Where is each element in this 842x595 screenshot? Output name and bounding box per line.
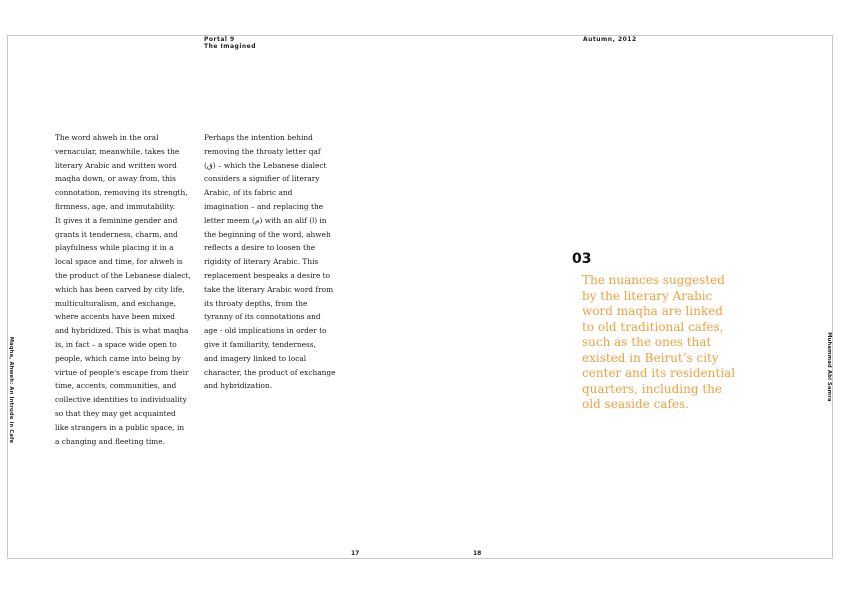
text-line: time, accents, communities, and (55, 381, 177, 391)
text-line: local space and time, for ahweh is (55, 257, 183, 267)
quote-line: old seaside cafes. (582, 397, 689, 411)
running-header (204, 36, 256, 50)
page-number-right: 18 (473, 550, 482, 557)
text-line: a changing and fleeting time. (55, 436, 165, 446)
issue-theme: The Imagined (204, 43, 257, 50)
quote-line: existed in Beirut’s city (582, 350, 719, 365)
text-line: take the literary Arabic word from (204, 284, 334, 294)
article-title-vertical: Maqha, Ahweh: An Intrude in Cafe (8, 336, 14, 444)
left-text-column (55, 131, 191, 448)
text-line: age - old implications in order to (204, 326, 327, 336)
text-line: like strangers in a public space, in (55, 422, 185, 432)
text-line: Perhaps the intention behind (204, 133, 313, 142)
quote-line: quarters, including the (582, 381, 722, 396)
text-line: give it familiarity, tenderness, (204, 339, 316, 349)
right-text-column (204, 131, 336, 393)
text-line: letter meem (م) with an alif (ا) in (204, 215, 327, 225)
text-line: grants it tenderness, charm, and (55, 229, 178, 239)
text-line: considers a signifier of literary (204, 174, 320, 184)
text-line: vernacular, meanwhile, takes the (55, 146, 180, 156)
text-line: collective identities to individuality (55, 395, 187, 405)
pull-quote (582, 273, 735, 413)
text-line: where accents have been mixed (55, 312, 175, 322)
text-line: which has been carved by city life, (55, 284, 185, 294)
text-line: The word ahweh in the oral (55, 133, 159, 142)
journal-title: Portal 9 (204, 36, 235, 43)
text-line: character, the product of exchange (204, 367, 336, 377)
text-line: so that they may get acquainted (55, 408, 176, 418)
text-line: removing the throaty letter qaf (204, 146, 321, 156)
text-line: and hybridized. This is what maqha (55, 326, 189, 336)
callout-number: 03 (572, 251, 592, 267)
text-line: Arabic, of its fabric and (204, 188, 293, 198)
text-line: literary Arabic and written word (55, 160, 177, 170)
text-line: and imagery linked to local (204, 353, 307, 363)
text-line: firmness, age, and immutability. (55, 201, 176, 211)
quote-line: such as the ones that (582, 335, 712, 349)
text-line: reflects a desire to loosen the (204, 243, 316, 253)
text-line: the product of the Lebanese dialect, (55, 270, 191, 280)
text-line: (ق) – which the Lebanese dialect (204, 160, 327, 170)
text-line: playfulness while placing it in a (55, 243, 174, 253)
text-line: tyranny of its connotations and (204, 312, 321, 322)
text-line: It gives it a feminine gender and (55, 215, 178, 225)
text-line: rigidity of literary Arabic. This (204, 257, 319, 267)
quote-line: word maqha are linked (582, 304, 723, 318)
text-line: multiculturalism, and exchange, (55, 298, 176, 308)
author-name-vertical: Muhammad Abi Samra (826, 332, 832, 402)
issue-date: Autumn, 2012 (583, 36, 637, 43)
text-line: replacement bespeaks a desire to (204, 270, 331, 280)
quote-line: to old traditional cafes, (582, 319, 724, 334)
page-number-left: 17 (351, 550, 360, 557)
text-line: people, which came into being by (55, 353, 181, 363)
quote-line: The nuances suggested (582, 273, 725, 287)
text-line: connotation, removing its strength, (55, 188, 188, 198)
text-line: maqha down, or away from, this (55, 174, 176, 184)
quote-line: center and its residential (582, 366, 736, 380)
text-line: the beginning of the word, ahweh (204, 229, 331, 239)
quote-line: by the literary Arabic (582, 288, 713, 303)
text-line: is, in fact – a space wide open to (55, 339, 177, 349)
text-line: its throaty depths, from the (204, 298, 308, 308)
text-line: imagination – and replacing the (204, 201, 324, 211)
text-line: virtue of people's escape from their (55, 367, 189, 377)
text-line: and hybridization. (204, 381, 273, 391)
